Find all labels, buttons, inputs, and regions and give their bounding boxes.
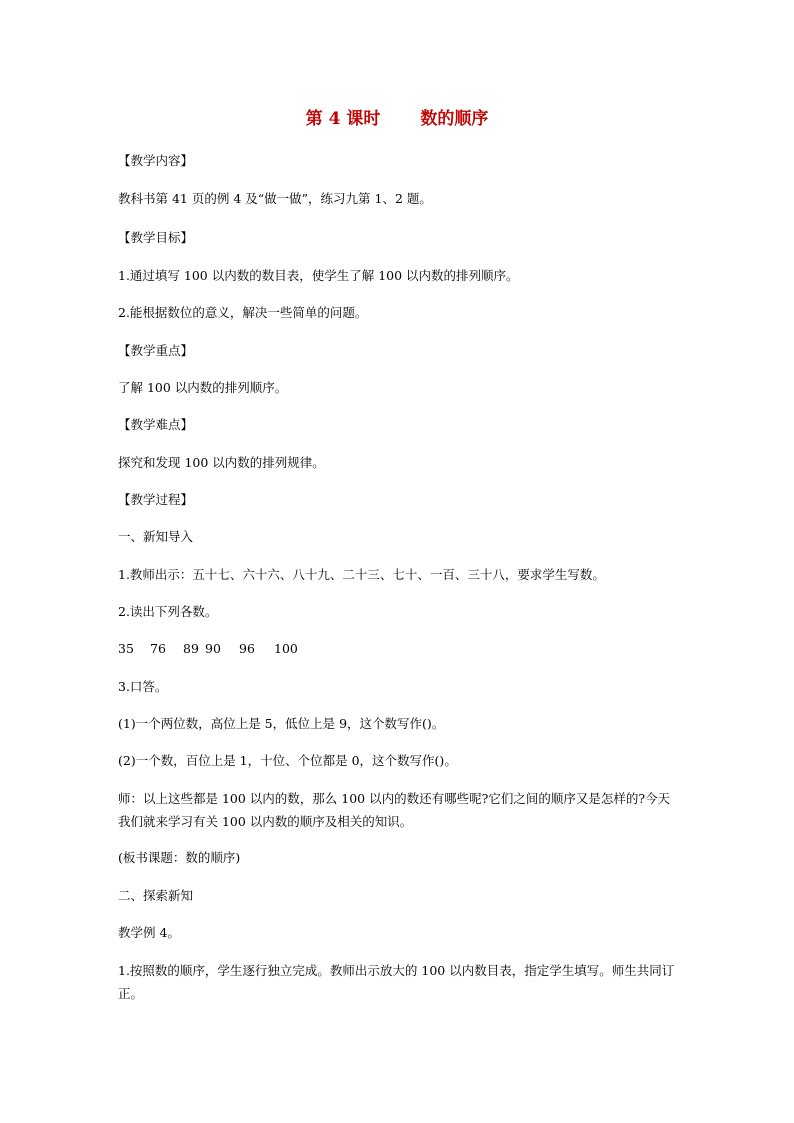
difficulty-heading: 【教学难点】 xyxy=(118,417,194,432)
teacher-speech: 师：以上这些都是 100 以内的数，那么 100 以内的数还有哪些呢?它们之间的顺序又是怎样的?今天我们就来学习有关 100 以内数的顺序及相关的知识。 xyxy=(118,791,671,829)
section-1-title: 一、新知导入 xyxy=(118,529,194,544)
process-item-1: 1.教师出示：五十七、六十六、八十九、二十三、七十、一百、三十八，要求学生写数。 xyxy=(118,567,605,582)
step-1: 1.按照数的顺序，学生逐行独立完成。教师出示放大的 100 以内数目表，指定学生填写。师生共同订正。 xyxy=(118,963,675,1001)
lesson-number: 第 4 课时 xyxy=(305,109,381,129)
difficulty-text: 探究和发现 100 以内数的排列规律。 xyxy=(118,455,325,470)
number-item: 90 xyxy=(205,641,221,656)
process-item-3: 3.口答。 xyxy=(118,679,168,694)
number-item: 76 xyxy=(150,641,166,656)
content-heading: 【教学内容】 xyxy=(118,153,194,168)
key-point-text: 了解 100 以内数的排列顺序。 xyxy=(118,380,288,395)
page-title xyxy=(0,104,794,129)
question-2: (2)一个数，百位上是 1，十位、个位都是 0，这个数写作()。 xyxy=(118,753,457,768)
goal-item-1: 1.通过填写 100 以内数的数目表，使学生了解 100 以内数的排列顺序。 xyxy=(118,268,519,283)
process-item-2: 2.读出下列各数。 xyxy=(118,604,218,619)
goal-item-2: 2.能根据数位的意义，解决一些简单的问题。 xyxy=(118,305,368,320)
question-1: (1)一个两位数，高位上是 5，低位上是 9，这个数写作()。 xyxy=(118,716,445,731)
number-list xyxy=(118,640,678,658)
number-item: 96 xyxy=(239,641,255,656)
content-text: 教科书第 41 页的例 4 及“做一做”，练习九第 1、2 题。 xyxy=(118,191,432,206)
number-item: 35 xyxy=(118,641,134,656)
lesson-topic: 数的顺序 xyxy=(420,109,489,129)
section-2-title: 二、探索新知 xyxy=(118,888,194,903)
board-title: (板书课题：数的顺序) xyxy=(118,850,241,865)
number-item: 100 xyxy=(274,641,298,656)
key-point-heading: 【教学重点】 xyxy=(118,343,194,358)
number-item: 89 xyxy=(183,641,199,656)
example-4: 教学例 4。 xyxy=(118,925,180,940)
goals-heading: 【教学目标】 xyxy=(118,230,194,245)
process-heading: 【教学过程】 xyxy=(118,492,194,507)
